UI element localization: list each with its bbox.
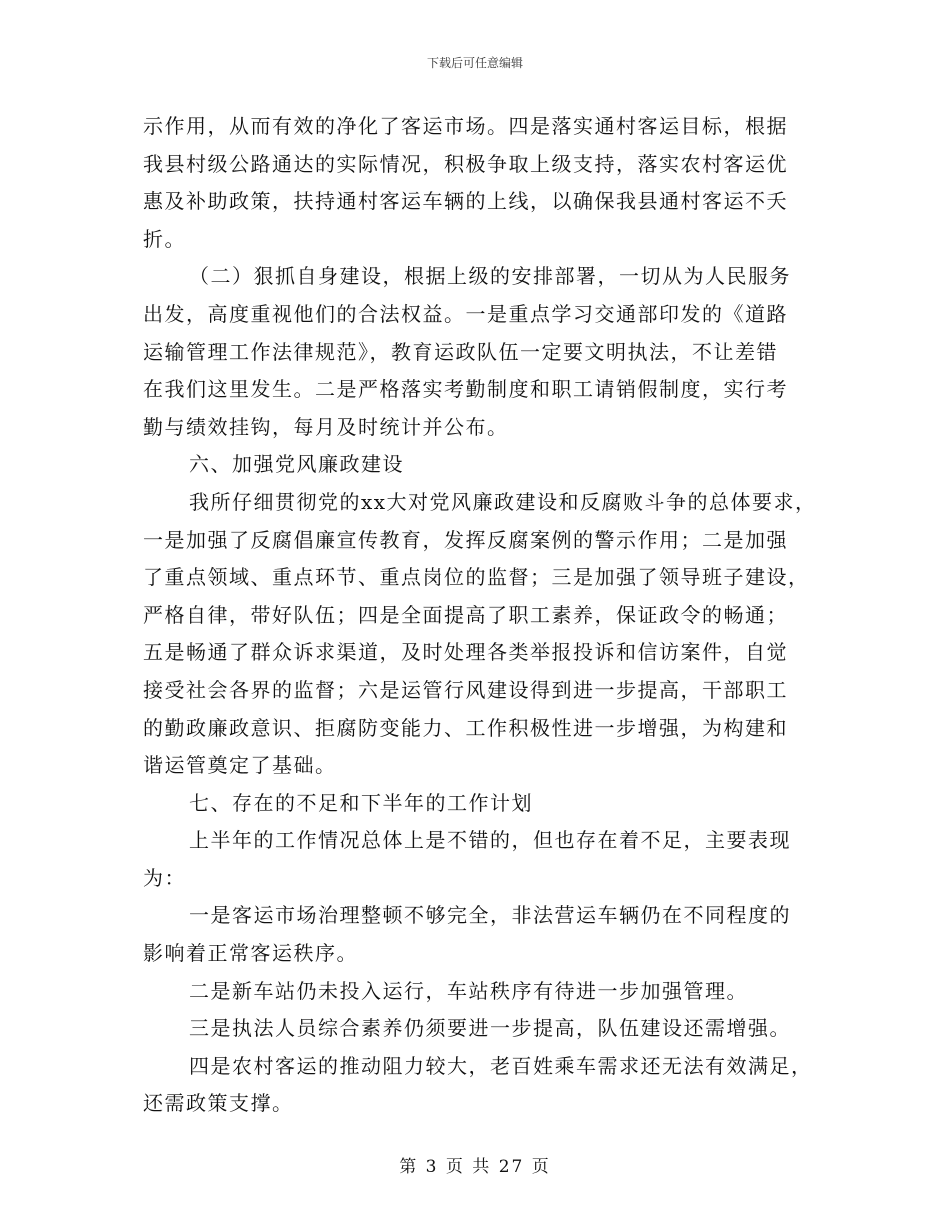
text-line: 为： — [143, 865, 186, 890]
text-line: 运输管理工作法律规范》，教育运政队伍一定要文明执法，不让差错 — [143, 339, 778, 364]
text-line: 影响着正常客运秩序。 — [143, 941, 358, 966]
text-line: 示作用，从而有效的净化了客运市场。四是落实通村客运目标，根据 — [143, 114, 788, 138]
text-line: 一是加强了反腐倡廉宣传教育，发挥反腐案例的警示作用；二是加强 — [143, 527, 788, 552]
text-line: 的勤政廉政意识、拒腐防变能力、工作积极性进一步增强，为构建和 — [143, 715, 788, 740]
text-line: 二是新车站仍未投入运行，车站秩序有待进一步加强管理。 — [189, 978, 748, 1003]
text-line: 还需政策支撑。 — [143, 1091, 294, 1116]
text-line: 出发，高度重视他们的合法权益。一是重点学习交通部印发的《道路 — [143, 301, 788, 326]
text-line: 谐运管奠定了基础。 — [143, 753, 337, 778]
text-line: 三是执法人员综合素养仍须要进一步提高，队伍建设还需增强。 — [189, 1016, 791, 1041]
text-line: 折。 — [143, 226, 186, 251]
text-line: 严格自律，带好队伍；四是全面提高了职工素养，保证政令的畅通； — [143, 602, 788, 627]
section-heading: 六、加强党风廉政建设 — [189, 452, 404, 477]
text-line: 了重点领域、重点环节、重点岗位的监督；三是加强了领导班子建设， — [143, 565, 810, 590]
document-body — [143, 108, 823, 1123]
text-line: 四是农村客运的推动阻力较大，老百姓乘车需求还无法有效满足， — [189, 1053, 813, 1078]
page-footer: 第 3 页 共 27 页 — [399, 1157, 551, 1177]
text-line: 我县村级公路通达的实际情况，积极争取上级支持，落实农村客运优 — [143, 151, 788, 176]
text-line: 在我们这里发生。二是严格落实考勤制度和职工请销假制度，实行考 — [143, 377, 788, 402]
text-line: 勤与绩效挂钩，每月及时统计并公布。 — [143, 414, 509, 439]
text-line: 我所仔细贯彻党的xx大对党风廉政建设和反腐败斗争的总体要求， — [189, 489, 817, 514]
text-line: 一是客运市场治理整顿不够完全，非法营运车辆仍在不同程度的 — [189, 903, 791, 928]
text-line: 接受社会各界的监督；六是运管行风建设得到进一步提高，干部职工 — [143, 677, 788, 702]
section-heading: 七、存在的不足和下半年的工作计划 — [189, 790, 533, 815]
text-line: 惠及补助政策，扶持通村客运车辆的上线，以确保我县通村客运不夭 — [143, 189, 788, 214]
text-line: 五是畅通了群众诉求渠道，及时处理各类举报投诉和信访案件，自觉 — [143, 640, 788, 665]
page-header: 下载后可任意编辑 — [426, 56, 523, 70]
text-line: （二）狠抓自身建设，根据上级的安排部署，一切从为人民服务 — [189, 264, 791, 289]
text-line: 上半年的工作情况总体上是不错的，但也存在着不足，主要表现 — [189, 828, 791, 853]
